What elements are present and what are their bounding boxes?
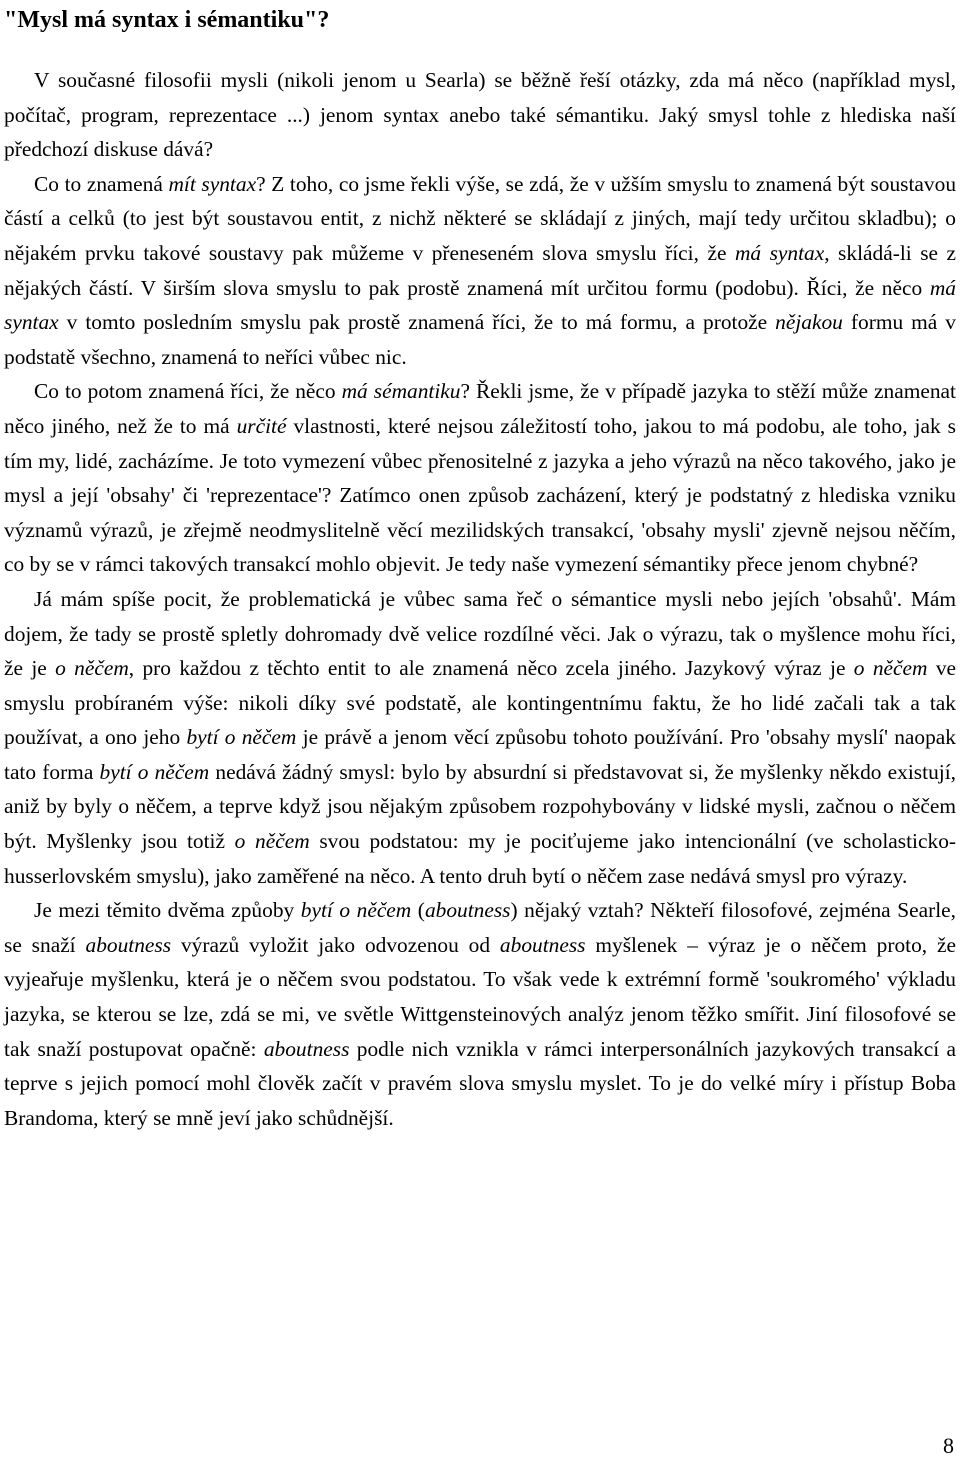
paragraph-5 [4,893,956,1135]
document-body [4,63,956,1135]
text-run: V současné filosofii mysli (nikoli jenom u Searla) se běžně řeší otázky, zda má něco (například mysl, počítač, program, reprezentace ...) jenom syntax anebo také sémantiku. Jaký smysl tohle z hlediska naší předchozí diskuse dává? [4,68,956,162]
text-run: formu má v podstatě všechno, znamená to neříci vůbec nic. [4,310,956,369]
paragraph-2 [4,167,956,375]
document-page [4,0,956,1135]
emphasis-text: o něčem [234,829,310,854]
emphasis-text: určité [236,413,287,438]
text-run: ? Řekli jsme, že v případě jazyka to stěží může znamenat něco jiného, než že to má [4,379,956,438]
text-run: ( [411,898,425,923]
text-run: Co to potom znamená říci, že něco [34,379,342,404]
text-run: , skládá-li se z nějakých částí. V širším slova smyslu to pak prostě znamená mít určitou formu (podobu). Říci, že něco [4,240,957,300]
emphasis-text: o něčem [853,656,928,681]
text-run: Je mezi těmito dvěma způoby [34,898,301,923]
text-run: , pro každou z těchto entit to ale znamená něco zcela jiného. Jazykový výraz je [128,656,854,681]
text-run: výrazů vyložit jako odvozenou od [171,932,500,957]
text-run: svou podstatou: my je pociťujeme jako intencionální (ve scholasticko-husserlovském smyslu), jako zaměřené na něco. A tento druh bytí o něčem zase nedává smysl pro výrazy. [4,829,957,888]
emphasis-text: o něčem [55,656,129,681]
text-run: podle nich vznikla v rámci interpersonálních jazykových transakcí a teprve s jejich pomocí mohl člověk začít v pravém slova smyslu myslet. To je do velké míry i přístup Boba Brandoma, který se mně jeví jako schůdnější. [4,1036,956,1130]
emphasis-text: aboutness [85,932,172,957]
paragraph-3 [4,374,956,582]
emphasis-text: aboutness [263,1036,350,1061]
text-run: vlastnosti, které nejsou záležitostí toho, jakou to má podobu, ale toho, jak s tím my, lidé, zacházíme. Je toto vymezení vůbec přenositelné z jazyka a jeho výrazů na něco takového, jako je mysl a její 'obsahy' či 'reprezentace'? Zatímco onen způsob zacházení, který je podstatný z hlediska vzniku významů výrazů, je zřejmě neodmyslitelně věcí mezilidských transakcí, 'obsahy mysli' zjevně nejsou něčím, co by se v rámci takových transakcí mohlo objevit. Je tedy naše vymezení sémantiky přece jenom chybné? [4,413,956,577]
emphasis-text: bytí o něčem [99,759,210,784]
page-number: 8 [943,1433,954,1458]
text-run: ve smyslu probíraném výše: nikoli díky své podstatě, ale kontingentnímu faktu, že ho lidé začali tak a tak používat, a ono jeho [4,656,957,750]
emphasis-text: mít syntax [168,171,257,196]
text-run: myšlenek – výraz je o něčem proto, že vyjeařuje myšlenku, která je o něčem svou podstatou. To však vede k extrémní formě 'soukromého' výkladu jazyka, se kterou se lze, zdá se mi, ve světle Wittgensteinových analýz jenom těžko smířit. Jiní filosofové se tak snaží postupovat opačně: [4,932,956,1061]
text-run: v tomto posledním smyslu pak prostě znamená říci, že to má formu, a protože [58,310,776,335]
emphasis-text: bytí o něčem [186,725,297,750]
text-run: ? Z toho, co jsme řekli výše, se zdá, že v užším smyslu to znamená být soustavou částí a celků (to jest být soustavou entit, z nichž některé se skládají z jiných, mají tedy určitou skladbu); o nějakém prvku takové soustavy pak můžeme v přeneseném slova smyslu říci, že [4,171,957,265]
emphasis-text: aboutness [499,932,586,957]
emphasis-text: nějakou [775,310,843,335]
document-title: "Mysl má syntax i sémantiku"? [4,7,330,33]
emphasis-text: má syntax [734,240,825,265]
emphasis-text: bytí o něčem [300,898,412,923]
paragraph-1 [4,63,956,167]
text-run: je právě a jenom věcí způsobu tohoto používání. Pro 'obsahy myslí' naopak tato forma [4,725,956,784]
emphasis-text: má syntax [4,275,956,335]
text-run: Já mám spíše pocit, že problematická je vůbec sama řeč o sémantice mysli nebo jejích 'obsahů'. Mám dojem, že tady se prostě spletly dohromady dvě velice rozdílné věci. Jak o výrazu, tak o myšlence mohu říci, že je [4,586,956,681]
text-run: Co to znamená [34,171,169,196]
emphasis-text: aboutness [424,898,511,923]
emphasis-text: má sémantiku [341,379,461,404]
text-run: ) nějaký vztah? Někteří filosofové, zejména Searle, se snaží [4,898,957,957]
paragraph-4 [4,582,956,893]
text-run: nedává žádný smysl: bylo by absurdní si představovat si, že myšlenky někdo existují, aniž by byly o něčem, a teprve když jsou nějakým způsobem rozpohybovány v lidské mysli, začnou o něčem být. Myšlenky jsou totiž [4,759,956,854]
